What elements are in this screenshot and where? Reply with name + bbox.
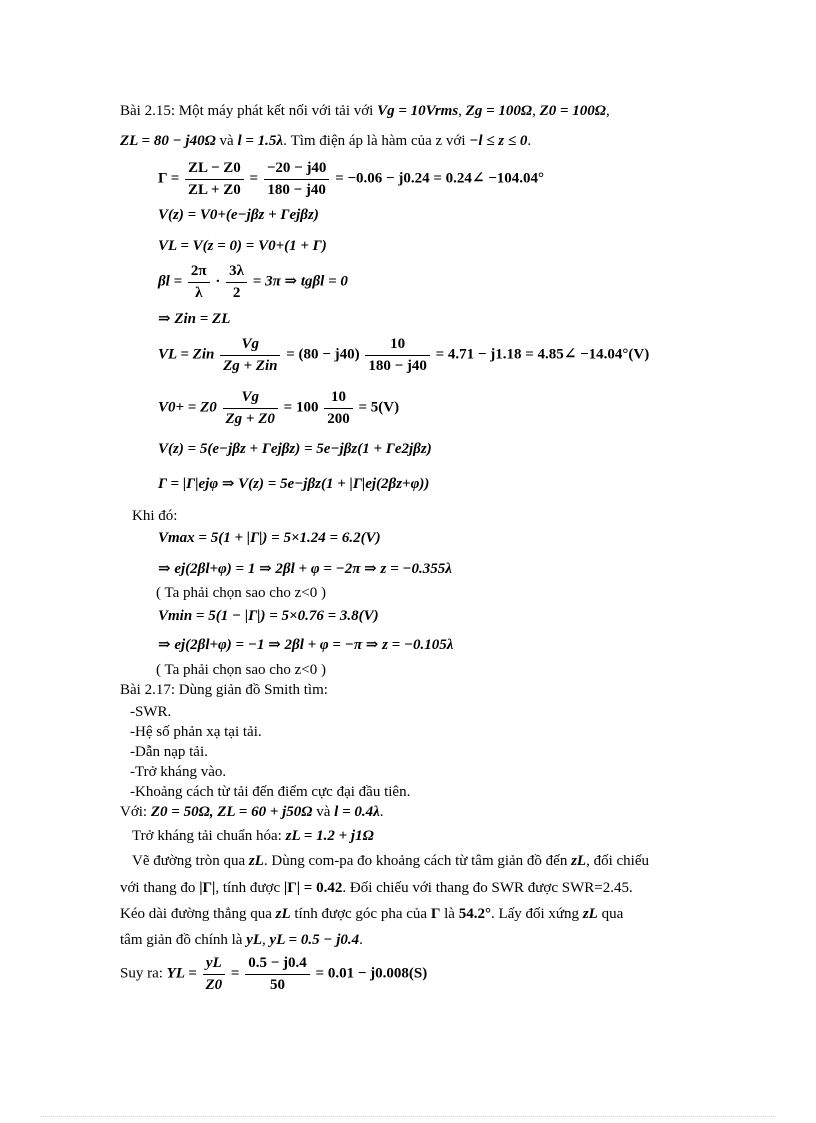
list-item: -SWR. <box>130 704 172 720</box>
note-z-negative-1: ( Ta phải chọn sao cho z<0 ) <box>156 585 326 601</box>
fraction: $\frac{10}{180 - j40}$ <box>365 336 430 374</box>
fraction: $\frac{0.5 - j0.4}{50}$ <box>245 955 310 993</box>
fraction: $\frac{ZL - Z0}{ZL + Z0}$ <box>185 160 244 198</box>
paragraph-line: Vẽ đường tròn qua zL. Dùng com-pa đo khoảng cách từ tâm giản đồ đến zL, đối chiếu <box>132 853 649 869</box>
equation-vmax: Vmax = 5(1 + |Γ|) = 5×1.24 = 6.2(V) <box>158 530 381 546</box>
fraction: $\frac{Vg}{\text{Zg + Zin}}$ <box>220 336 280 374</box>
conclusion-equation: Suy ra: YL = $\frac{yL}{Z0}$ = $\frac{0.5 - j0.4}{50}$ = 0.01 − j0.008(S) <box>120 955 428 993</box>
fraction: $\frac{2\pi}{\lambda}$ <box>188 263 210 301</box>
list-item: -Dẫn nạp tải. <box>130 744 208 760</box>
equation-zmax: ⇒ ej(2βl+φ) = 1 ⇒ 2βl + φ = −2π ⇒ z = −0.355λ <box>158 561 452 577</box>
equation-zin: ⇒ Zin = ZL <box>158 311 231 327</box>
equation-voltage-z-expanded: V(z) = 5(e−jβz + Γejβz) = 5e−jβz(1 + Γe2jβz) <box>158 441 432 457</box>
z-range: −l ≤ z ≤ 0 <box>469 133 528 149</box>
problem-215-statement-line-1: Bài 2.15: Một máy phát kết nối với tải với Vg = 10Vrms, Zg = 100Ω, Z0 = 100Ω, <box>120 103 610 119</box>
list-item: -Khoảng cách từ tải đến điểm cực đại đầu tiên. <box>130 784 411 800</box>
list-item: -Trở kháng vào. <box>130 764 227 780</box>
fraction: $\frac{10}{200}$ <box>324 389 353 427</box>
page-bottom-divider <box>40 1116 776 1117</box>
equation-load-voltage-value: VL = Zin $\frac{Vg}{\text{Zg + Zin}}$ = (80 − j40) $\frac{10}{180 - j40}$ = 4.71 − j1.18 = 4.85∠ −14.04°(V) <box>158 336 650 374</box>
equation-incident-voltage: V0+ = Z0 $\frac{Vg}{Zg + Z0}$ = 100 $\frac{10}{200}$ = 5(V) <box>158 389 400 427</box>
equation-voltage-z: V(z) = V0+(e−jβz + Γejβz) <box>158 207 319 223</box>
zg-value: Zg = 100Ω <box>465 103 533 119</box>
note-z-negative-2: ( Ta phải chọn sao cho z<0 ) <box>156 662 326 678</box>
equation-reflection-coefficient: Γ = $\frac{ZL - Z0}{ZL + Z0}$ = $\frac{-20 - j40}{180 - j40}$ = −0.06 − j0.24 = 0.24∠ −104.04° <box>158 160 544 198</box>
fraction: $\frac{yL}{Z0}$ <box>203 955 226 993</box>
when-label: Khi đó: <box>132 508 178 524</box>
vg-value: Vg = 10Vrms <box>377 103 459 119</box>
zl-value: ZL = 80 − j40Ω <box>120 133 216 149</box>
length-value: l = 1.5λ <box>237 133 284 149</box>
fraction: $\frac{3\lambda}{2}$ <box>226 263 247 301</box>
z0-value: Z0 = 100Ω <box>539 103 606 119</box>
equation-gamma-polar: Γ = |Γ|ejφ ⇒ V(z) = 5e−jβz(1 + |Γ|ej(2βz+φ)) <box>158 476 430 492</box>
paragraph-line: Kéo dài đường thẳng qua zL tính được góc pha của Γ là 54.2°. Lấy đối xứng zL qua <box>120 906 624 922</box>
given-values: Với: Z0 = 50Ω, ZL = 60 + j50Ω và l = 0.4λ. <box>120 804 384 820</box>
equation-zmin: ⇒ ej(2βl+φ) = −1 ⇒ 2βl + φ = −π ⇒ z = −0.105λ <box>158 637 454 653</box>
fraction: $\frac{-20 - j40}{180 - j40}$ <box>264 160 330 198</box>
equation-beta-l: βl = $\frac{2\pi}{\lambda}$ · $\frac{3\lambda}{2}$ = 3π ⇒ tgβl = 0 <box>158 263 348 301</box>
list-item: -Hệ số phản xạ tại tải. <box>130 724 262 740</box>
paragraph-line: tâm giản đồ chính là yL, yL = 0.5 − j0.4. <box>120 932 363 948</box>
fraction: $\frac{Vg}{Zg + Z0}$ <box>223 389 278 427</box>
equation-vmin: Vmin = 5(1 − |Γ|) = 5×0.76 = 3.8(V) <box>158 608 379 624</box>
problem-217-title: Bài 2.17: Dùng giản đồ Smith tìm: <box>120 682 328 698</box>
normalized-impedance: Trở kháng tải chuẩn hóa: zL = 1.2 + j1Ω <box>132 828 374 844</box>
paragraph-line: với thang đo |Γ|, tính được |Γ| = 0.42. Đối chiếu với thang đo SWR được SWR=2.45. <box>120 880 633 896</box>
equation-load-voltage: VL = V(z = 0) = V0+(1 + Γ) <box>158 238 327 254</box>
problem-215-statement-line-2: ZL = 80 − j40Ω và l = 1.5λ. Tìm điện áp là hàm của z với −l ≤ z ≤ 0. <box>120 133 532 149</box>
